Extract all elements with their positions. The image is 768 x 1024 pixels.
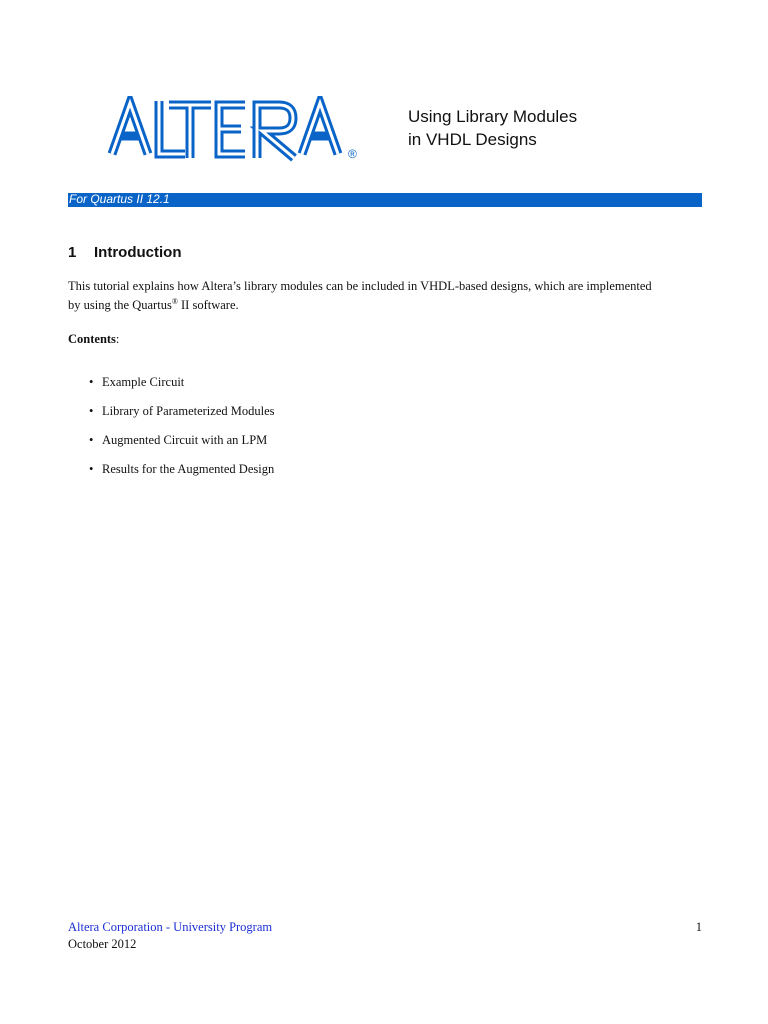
section-number: 1 [68,244,77,261]
bullet-icon: • [89,462,94,476]
logo-letter-a1 [112,103,148,154]
intro-line-1: This tutorial explains how Altera’s library modules can be included in VHDL-based designs, which are implemented [68,279,652,293]
title-line-1: Using Library Modules [408,107,578,126]
intro-line-2 [68,296,708,315]
bullet-icon: • [89,375,94,389]
list-item [89,373,275,402]
section-heading [68,243,181,263]
bullet-icon: • [89,404,94,418]
contents-list [89,373,275,489]
list-item-text: Results for the Augmented Design [102,462,275,476]
intro-line-2-end: II software. [177,298,239,312]
bullet-icon: • [89,433,94,447]
document-title [408,105,577,151]
intro-registered-mark: ® [171,296,178,306]
footer [68,919,272,953]
altera-logo [107,96,367,166]
list-item-text: Example Circuit [102,375,185,389]
contents-label-text: Contents [68,332,116,346]
altera-logo-graphic [107,96,367,166]
registered-mark: ® [348,147,357,161]
intro-line-2-start: by using the Quartus [68,298,172,312]
page-number: 1 [695,920,702,934]
list-item [89,431,275,460]
logo-letter-a2 [302,103,338,154]
version-bar [68,193,702,207]
list-item [89,460,275,489]
contents-label [68,330,119,348]
title-line-2: in VHDL Designs [408,130,537,149]
list-item [89,402,275,431]
version-text: For Quartus II 12.1 [69,192,170,206]
list-item-text: Augmented Circuit with an LPM [102,433,268,447]
intro-paragraph [68,277,708,315]
section-title: Introduction [94,244,182,261]
contents-colon: : [115,332,120,346]
footer-date: October 2012 [68,937,137,951]
footer-organization: Altera Corporation - University Program [68,920,273,934]
list-item-text: Library of Parameterized Modules [102,404,275,418]
